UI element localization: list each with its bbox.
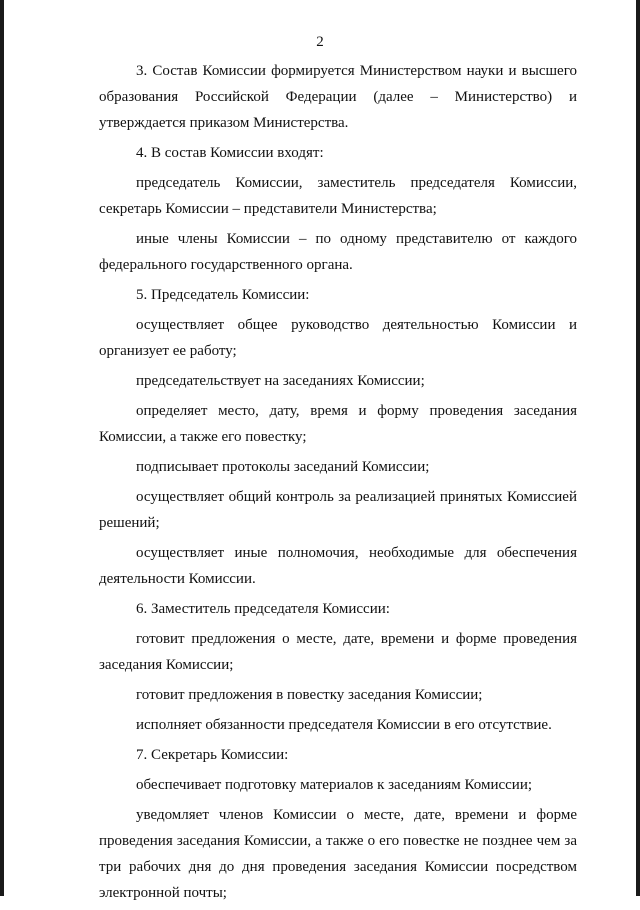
paragraph-6: 6. Заместитель председателя Комиссии: (136, 601, 390, 617)
paragraph-7-item-2: уведомляет членов Комиссии о месте, дате, времени и форме проведения заседания Комиссии, а также о его повестке не позднее чем за три рабочих дня до дня проведения заседания Комиссии посредством электронной почты; (99, 807, 577, 901)
paragraph-6-item-3: исполняет обязанности председателя Комиссии в его отсутствие. (136, 717, 552, 733)
paragraph-6-item-1: готовит предложения о месте, дате, времени и форме проведения заседания Комиссии; (99, 631, 577, 673)
paragraph-4: 4. В состав Комиссии входят: (136, 145, 324, 161)
paragraph-3: 3. Состав Комиссии формируется Министерством науки и высшего образования Российской Федерации (далее – Министерство) и утверждается приказом Министерства. (99, 63, 577, 131)
document-body (99, 58, 577, 910)
paragraph-5: 5. Председатель Комиссии: (136, 287, 310, 303)
paragraph-4-other-members: иные члены Комиссии – по одному представителю от каждого федерального государственного органа. (99, 231, 577, 273)
paragraph-5-item-5: осуществляет общий контроль за реализацией принятых Комиссией решений; (99, 489, 577, 531)
paragraph-4-chair-members: председатель Комиссии, заместитель председателя Комиссии, секретарь Комиссии – представители Министерства; (99, 175, 577, 217)
paragraph-5-item-2: председательствует на заседаниях Комиссии; (136, 373, 425, 389)
paragraph-7: 7. Секретарь Комиссии: (136, 747, 289, 763)
paragraph-5-item-3: определяет место, дату, время и форму проведения заседания Комиссии, а также его повестку; (99, 403, 577, 445)
page-number: 2 (316, 34, 324, 50)
paragraph-5-item-1: осуществляет общее руководство деятельностью Комиссии и организует ее работу; (99, 317, 577, 359)
paragraph-5-item-4: подписывает протоколы заседаний Комиссии; (136, 459, 430, 475)
paragraph-7-item-1: обеспечивает подготовку материалов к заседаниям Комиссии; (136, 777, 533, 793)
paragraph-6-item-2: готовит предложения в повестку заседания Комиссии; (136, 687, 483, 703)
paragraph-5-item-6: осуществляет иные полномочия, необходимые для обеспечения деятельности Комиссии. (99, 545, 577, 587)
